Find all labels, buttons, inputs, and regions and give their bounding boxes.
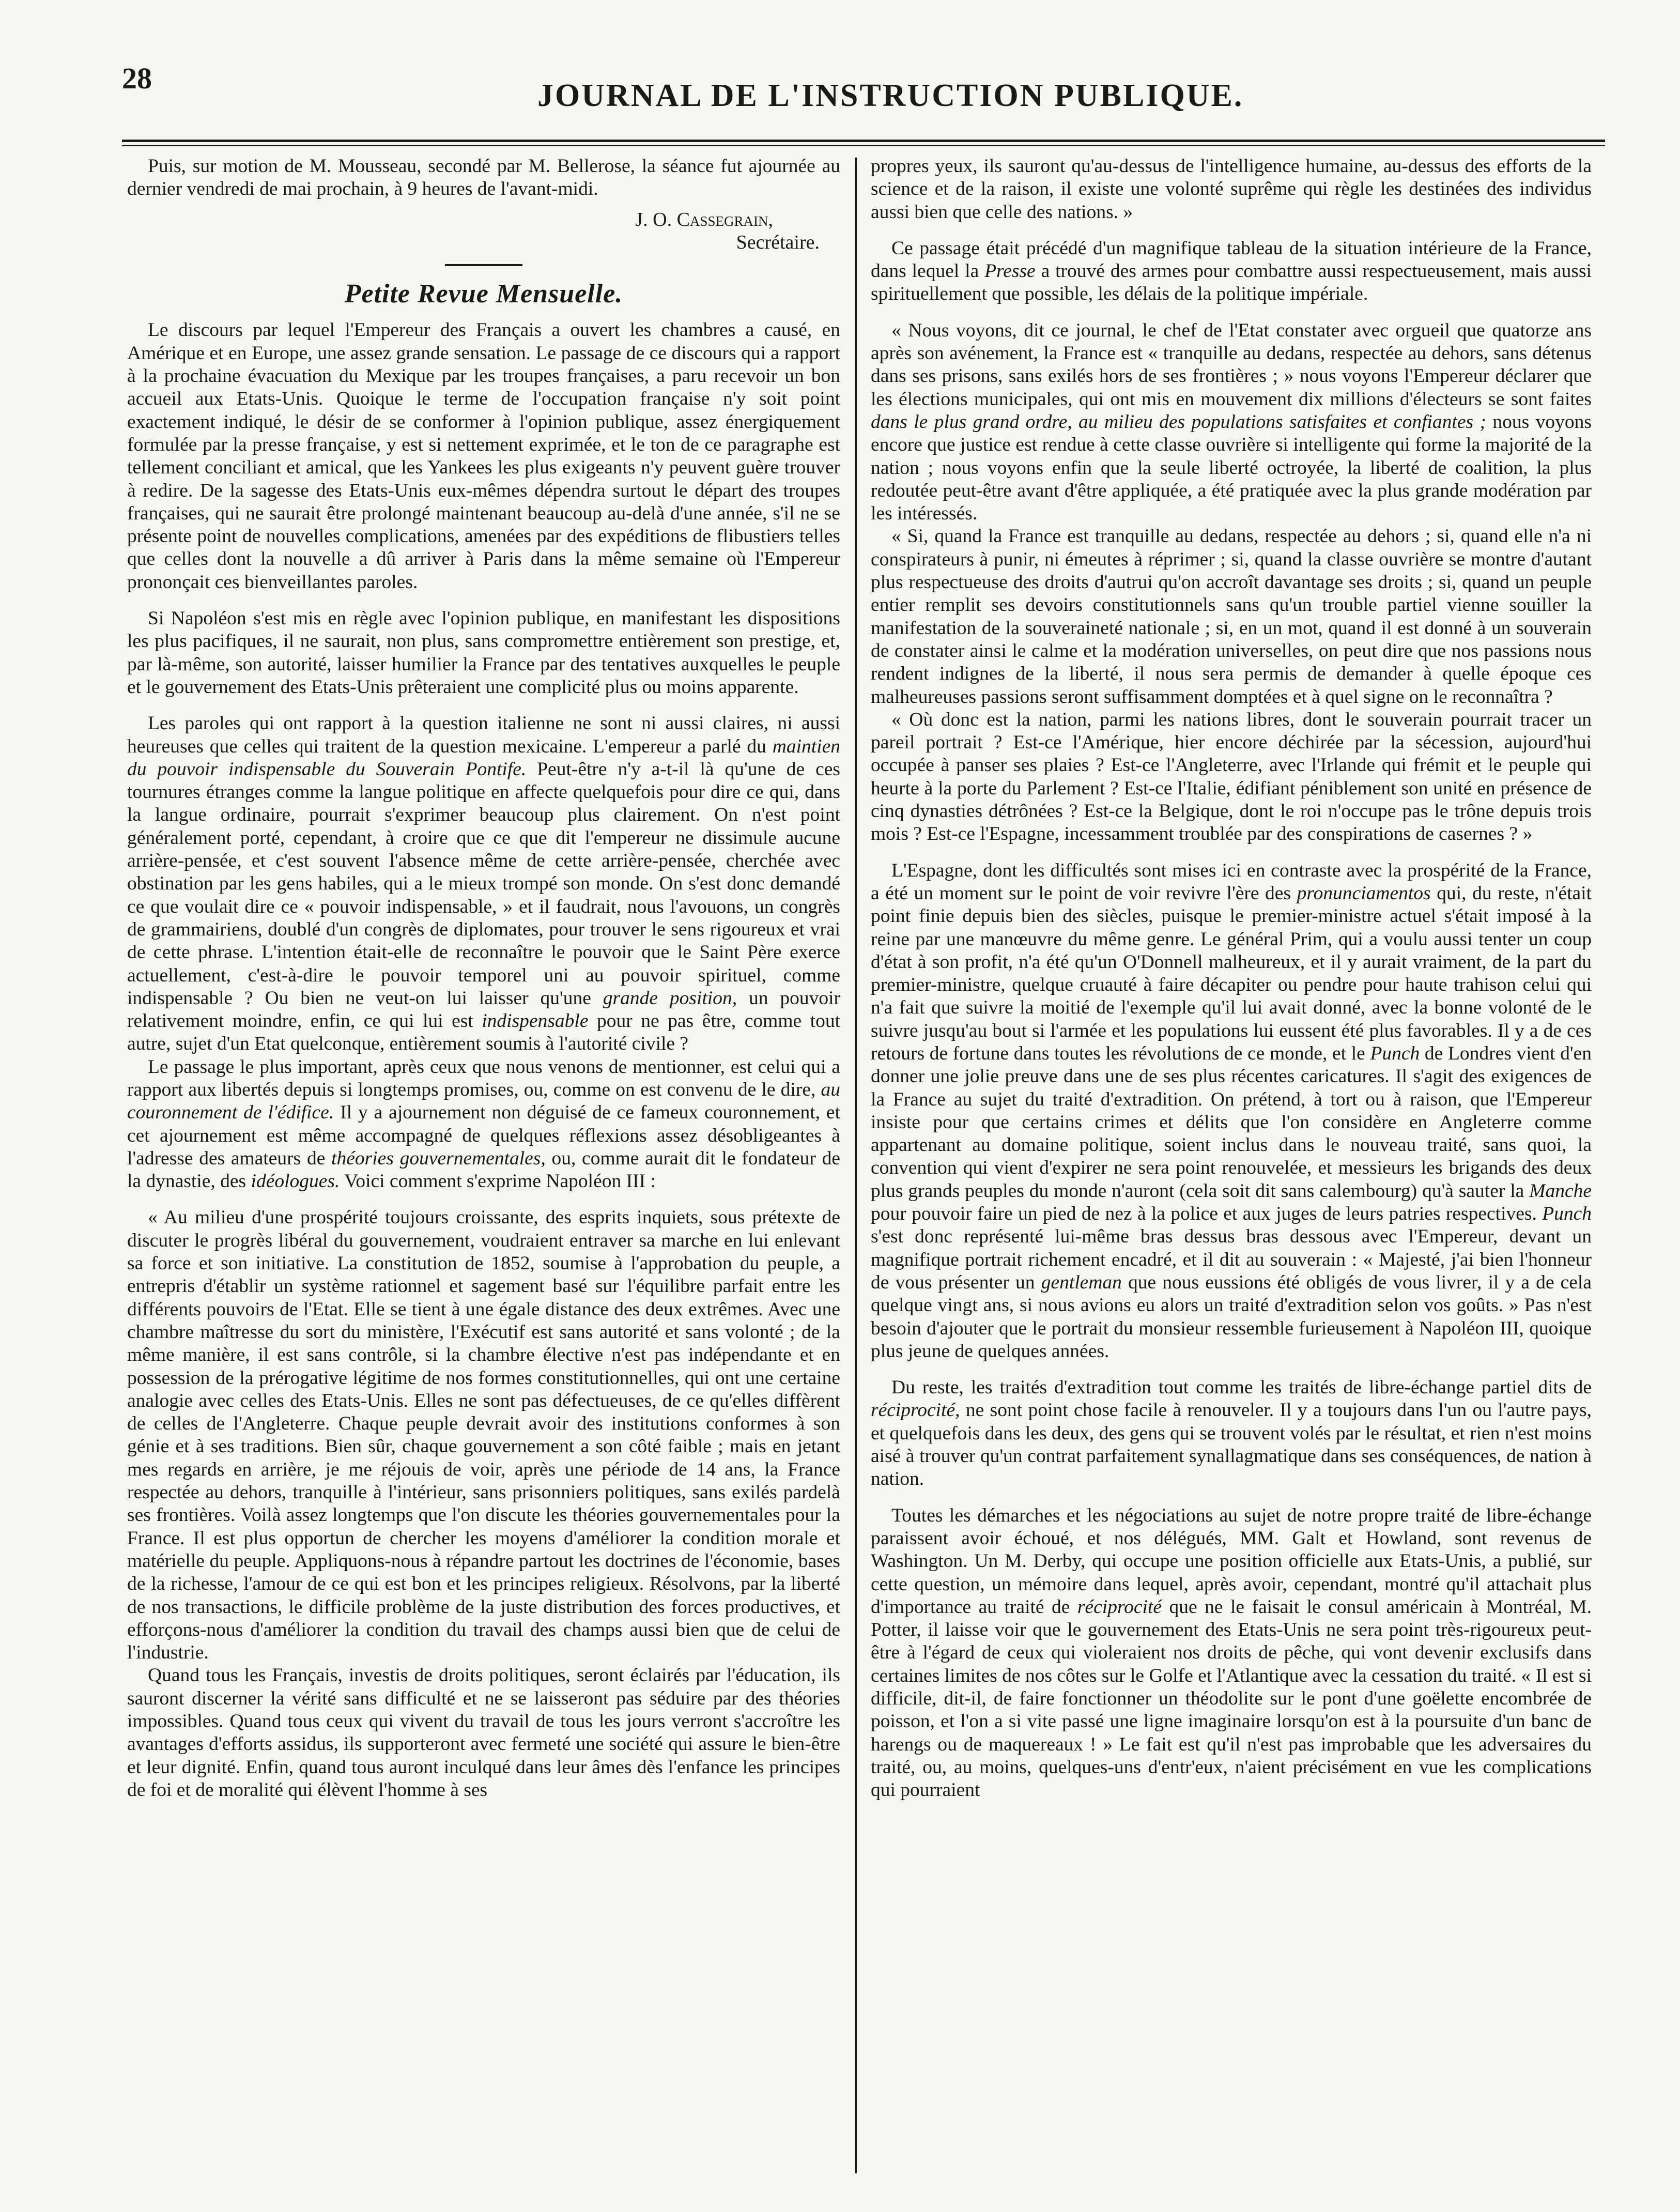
header-rule <box>122 140 1605 142</box>
emphasis: indispensable <box>482 1010 589 1032</box>
emphasis: au couronnement de l'édifice. <box>127 1079 840 1124</box>
section-separator <box>445 264 522 266</box>
text-run: Toutes les démarches et les négociations au sujet de notre propre traité de libre-échange paraissent avoir échoué, et nos délégués, MM. Galt et Howland, sont revenus de Washington. Un M. Derby, qui occupe une position officielle aux Etats-Unis, a publié, sur cette question, un mémoire dans lequel, après avoir, cependant, montré qu'il attachait plus d'importance au traité de <box>871 1504 1592 1618</box>
right-column <box>871 155 1592 2176</box>
emphasis: Presse <box>984 260 1036 282</box>
emphasis: maintien du pouvoir indispensable du Souverain Pontife. <box>127 735 840 780</box>
emphasis: réciprocité, <box>871 1400 960 1421</box>
emphasis: Punch <box>1370 1042 1420 1064</box>
signature-role: Secrétaire. <box>736 231 820 253</box>
quotation: « Où donc est la nation, parmi les nations libres, dont le souverain pourrait tracer un pareil portrait ? Est-ce l'Amérique, hier encore déchirée par la sécession, aujourd'hui occupée à panser ses plaies ? Est-ce l'Angleterre, avec l'Irlande qui frémit et le peuple qui heurte à la porte du Parlement ? Est-ce l'Italie, édifiant péniblement son unité en présence de cinq dynasties détrônées ? Est-ce la Belgique, dont le roi n'occupe pas le trône depuis trois mois ? Est-ce l'Espagne, incessamment troublée par des conspirations de casernes ? » <box>871 709 1592 845</box>
text-run: Il y a ajournement non déguisé de ce fameux couronnement, et cet ajournement est même accompagné de quelques réflexions assez désobligeantes à l'adresse des amateurs de <box>127 1102 840 1169</box>
header-rule-thin <box>122 145 1605 146</box>
text-run: Le passage le plus important, après ceux que nous venons de mentionner, est celui qui a rapport aux libertés depuis si longtemps promises, ou, comme on est convenu de le dire, <box>127 1056 840 1100</box>
text-run: L'Espagne, dont les difficultés sont mises ici en contraste avec la prospérité de la France, a été un moment sur le point de voir revivre l'ère des <box>871 859 1592 904</box>
minutes-closing: Puis, sur motion de M. Mousseau, secondé par M. Bellerose, la séance fut ajournée au dernier vendredi de mai prochain, à 9 heures de l'avant-midi. <box>127 156 840 200</box>
paragraph <box>871 1504 1592 1802</box>
paragraph: Si Napoléon s'est mis en règle avec l'opinion publique, en manifestant les dispositions les plus pacifiques, il ne saurait, non plus, sans compromettre entièrement son prestige, et, par là-même, son autorité, laisser humilier la France par des tentatives auxquelles le peuple et le gouvernement des Etats-Unis prêteraient une complicité plus ou moins apparente. <box>127 608 840 698</box>
text-run: ou, comme aurait dit le fondateur de la dynastie, des <box>127 1147 840 1192</box>
section-title: Petite Revue Mensuelle. <box>344 279 623 309</box>
page-number: 28 <box>122 62 152 95</box>
paragraph <box>871 237 1592 306</box>
emphasis: idéologues. <box>251 1171 340 1192</box>
emphasis: Manche <box>1529 1180 1592 1202</box>
text-run: que nous eussions été obligés de vous livrer, il y a de cela quelque vingt ans, si nous avions eu alors un traité d'extradition selon vos goûts. » Pas n'est besoin d'ajouter que le portrait du monsieur ressemble furieusement à Napoléon III, quoique plus jeune de quelques années. <box>871 1271 1592 1362</box>
text-run: Voici comment s'exprime Napoléon III : <box>340 1171 656 1192</box>
running-head: JOURNAL DE L'INSTRUCTION PUBLIQUE. <box>537 78 1244 113</box>
text-run: de Londres vient d'en donner une jolie preuve dans une de ses plus récentes caricatures. Il s'agit des exigences de la France au sujet du traité d'extradition. On prétend, à tort ou à raison, que l'Empereur insiste pour que certains crimes et délits que l'on considère en Angleterre comme appartenant au domaine politique, soient inclus dans le nouveau traité, sans quoi, la convention qui vient d'expirer ne sera point renouvelée, et messieurs les brigands des deux plus grands peuples du monde n'auront (cela soit dit sans calembourg) qu'à sauter la <box>871 1042 1592 1202</box>
text-run: que ne le faisait le consul américain à Montréal, M. Potter, il laisse voir que le gouvernement des Etats-Unis ne sera point très-rigoureux peut-être à l'égard de ceux qui violeraient nos droits de pêche, qui vont devenir exclusifs dans certaines limites de nos côtes sur le Golfe et l'Atlantique avec la cessation du traité. « Il est si difficile, dit-il, de faire fonctionner un théodolite sur le pont d'une goëlette encombrée de poisson, et l'on a si vite passé une ligne imaginaire lorsqu'on est à la poursuite d'un banc de harengs ou de maquereaux ! » Le fait est qu'il n'est pas improbable que les adversaires du traité, ou, au moins, quelques-uns d'entr'eux, n'aient précisément en vue les complications qui pourraient <box>871 1596 1592 1801</box>
paragraph <box>127 712 840 1055</box>
text-run: nous voyons encore que justice est rendue à cette classe ouvrière si intelligente qui forme la majorité de la nation ; nous voyons enfin que la seule liberté octroyée, la liberté de coalition, la plus redoutée peut-être avant d'être appliquée, a été pratiquée avec la plus grande modération par les intéressés. <box>871 411 1592 525</box>
quotation: « Au milieu d'une prospérité toujours croissante, des esprits inquiets, sous prétexte de discuter le progrès libéral du gouvernement, voudraient entraver sa marche en lui enlevant sa force et son initiative. La constitution de 1852, soumise à l'approbation du peuple, a entrepris d'établir un système rationnel et sagement basé sur l'équilibre parfait entre les différents pouvoirs de l'Etat. Elle se tient à une égale distance des deux extrêmes. Avec une chambre maîtresse du sort du ministère, l'Exécutif est sans autorité et sans volonté ; de la même manière, il est sans contrôle, si la chambre élective n'est pas indépendante et en possession de la prérogative légitime de nos formes constitutionnelles, qui ont une certaine analogie avec celles des Etats-Unis. Elles ne sont pas défectueuses, de ce qu'elles diffèrent de celles de l'Angleterre. Chaque peuple devrait avoir des institutions conformes à son génie et à ses traditions. Bien sûr, chaque gouvernement a son côté faible ; mais en jetant mes regards en arrière, je me réjouis de voir, après une période de 14 ans, la France respectée au dehors, tranquille à l'intérieur, sans prisonniers politiques, sans exilés pardelà ses frontières. Voilà assez longtemps que l'on discute les théories gouvernementales pour la France. Il est plus opportun de chercher les moyens d'améliorer la condition morale et matérielle du peuple. Appliquons-nous à répandre partout les doctrines de l'économie, bases de la richesse, l'amour de ce qui est bon et les principes religieux. Résolvons, par la liberté de nos transactions, le difficile problème de la juste distribution des forces productives, et efforçons-nous d'améliorer la condition du travail des champs aussi bien que de celui de l'industrie. <box>127 1207 840 1664</box>
signature-surname: Cassegrain, <box>676 208 773 231</box>
text-run: qui, du reste, n'était point finie depuis bien des siècles, puisque le premier-ministre actuel s'était imposé à la reine par une manœuvre du même genre. Le général Prim, qui a voulu aussi tenter un coup d'état à son profit, n'a été qu'un O'Donnell malheureux, et il y aurait vraiment, de la part du premier-ministre, quelque cruauté à faire décapiter ou pendre pour haute trahison celui qui n'a fait que suivre la moitié de l'exemple qu'il lui avait donné, avec la bonne volonté de le suivre jusqu'au bout si l'armée et les populations lui eussent été plus favorables. Il y a de ces retours de fortune dans toutes les révolutions de ce monde, et le <box>871 882 1592 1064</box>
text-run: « Nous voyons, dit ce journal, le chef de l'Etat constater avec orgueil que quatorze ans après son avénement, la France est « tranquille au dedans, respectée au dehors, sans détenus dans ses prisons, sans exilés hors de ses frontières ; » nous voyons l'Empereur déclarer que les élections municipales, qui ont mis en mouvement dix millions d'électeurs se sont faites <box>871 319 1592 410</box>
quotation: Quand tous les Français, investis de droits politiques, seront éclairés par l'éducation, ils sauront discerner la vérité sans difficulté et ne se laisseront pas séduire par des théories impossibles. Quand tous ceux qui vivent du travail de tous les jours verront s'accroître les avantages d'efforts assidus, ils supporteront avec fermeté une société qui assure le bien-être et leur dignité. Enfin, quand tous auront inculqué dans leur âmes dès l'enfance les principes de foi et de moralité qui élèvent l'homme à ses <box>127 1665 840 1801</box>
paragraph <box>871 859 1592 1363</box>
text-run: pour ne pas être, comme tout autre, sujet d'un Etat quelconque, entièrement soumis à l'autorité civile ? <box>127 1010 840 1055</box>
emphasis: théories gouvernementales, <box>331 1147 546 1169</box>
text-run: Peut-être n'y a-t-il là qu'une de ces tournures étranges comme la langue politique en affecte quelquefois pour dire ce qui, dans la langue ordinaire, pourrait s'exprimer beaucoup plus clairement. On n'est point généralement porté, cependant, à croire que ce que dit l'empereur ne dissimule aucune arrière-pensée, et c'est souvent l'absence même de cette arrière-pensée, cherchée avec obstination par les gens habiles, qui a le mieux trompé son monde. On s'est donc demandé ce que voulait dire ce « pouvoir indispensable, » et il faudrait, nous l'avouons, un congrès de grammairiens, doublé d'un congrès de diplomates, pour trouver le sens rigoureux et vrai de cette phrase. L'intention était-elle de reconnaître le pouvoir que le Saint Père exerce actuellement, c'est-à-dire le pouvoir temporel uni au pouvoir spirituel, comme indispensable ? Ou bien ne veut-on lui laisser qu'une <box>127 758 840 1009</box>
text-run: s'est donc représenté lui-même bras dessus bras dessous avec l'Empereur, devant un magnifique portrait richement encadré, et il dit au souverain : « Majesté, j'ai bien l'honneur de vous présenter un <box>871 1226 1592 1293</box>
emphasis: dans le plus grand ordre, au milieu des populations satisfaites et confiantes ; <box>871 411 1486 433</box>
text-run: Ce passage était précédé d'un magnifique tableau de la situation intérieure de la France, dans lequel la <box>871 237 1592 282</box>
emphasis: gentleman <box>1041 1271 1122 1293</box>
paragraph <box>127 1056 840 1193</box>
text-run: Les paroles qui ont rapport à la question italienne ne sont ni aussi claires, ni aussi heureuses que celles qui traitent de la question mexicaine. L'empereur a parlé du <box>127 713 840 757</box>
emphasis: Punch <box>1542 1203 1592 1225</box>
signature-name <box>127 208 840 231</box>
text-run: pour pouvoir faire un pied de nez à la police et aux juges de leurs patries respectives. <box>871 1203 1543 1225</box>
column-divider <box>855 158 857 2173</box>
quotation: « Si, quand la France est tranquille au dedans, respectée au dehors ; si, quand elle n'a ni conspirateurs à punir, ni émeutes à réprimer ; si, quand la classe ouvrière se montre d'autant plus respectueuse des droits d'autrui qu'on accroît davantage ses droits ; si, quand un peuple entier remplit ses devoirs constitutionnels sans qu'un trouble partiel vienne souiller la manifestation de la souveraineté nationale ; si, en un mot, quand il est donné à un souverain de constater ainsi le calme et la modération universelles, on peut dire que nos passions nous rendent indignes de la liberté, il nous sera permis de demander à quelle époque ces malheureuses passions seront suffisamment domptées et à quel signe on le reconnaîtra ? <box>871 526 1592 708</box>
signature-initials: J. O. <box>635 208 677 231</box>
emphasis: pronunciamentos <box>1297 882 1431 904</box>
quotation: propres yeux, ils sauront qu'au-dessus de l'intelligence humaine, au-dessus des efforts de la science et de la raison, il existe une volonté suprême qui règle les destinées des individus aussi bien que celle des nations. » <box>871 156 1592 223</box>
paragraph <box>871 1376 1592 1491</box>
text-run: un pouvoir relativement moindre, enfin, ce qui lui est <box>127 987 840 1032</box>
paragraph: Le discours par lequel l'Empereur des Français a ouvert les chambres a causé, en Amérique et en Europe, une assez grande sensation. Le passage de ce discours qui a rapport à la prochaine évacuation du Mexique par les troupes françaises, a paru recevoir un bon accueil aux Etats-Unis. Quoique le terme de l'occupation française n'y soit point exactement indiqué, le désir de se conformer à l'opinion publique, assez énergiquement formulée par la presse française, y est si nettement exprimée, et le ton de ce paragraphe est tellement conciliant et amical, que les Yankees les plus exigeants n'y peuvent guère trouver à redire. De la sagesse des Etats-Unis eux-mêmes dépendra surtout le départ des troupes françaises, qui ne saurait être prolongé maintenant beaucoup au-delà d'une année, s'il ne se présente point de nouvelles complications, amenées par des expéditions de flibustiers telles que celles dont la nouvelle a dû arriver à Paris dans la même semaine où l'Empereur prononçait ces bienveillantes paroles. <box>127 319 840 593</box>
text-run: Du reste, les traités d'extradition tout comme les traités de libre-échange partiel dits de <box>891 1377 1592 1399</box>
emphasis: réciprocité <box>1077 1596 1162 1618</box>
emphasis: grande position, <box>603 987 737 1009</box>
text-run: a trouvé des armes pour combattre aussi respectueusement, mais aussi spirituellement que possible, les délais de la politique impériale. <box>871 260 1592 305</box>
left-column <box>127 155 840 2176</box>
text-run: ne sont point chose facile à renouveler. Il y a toujours dans l'un ou l'autre pays, et quelquefois dans les deux, des gens qui se trouvent volés par le résultat, et rien n'est moins aisé à trouver qu'un contrat parfaitement synallagmatique dans ses conséquences, de nation à nation. <box>871 1400 1592 1490</box>
quotation <box>871 319 1592 526</box>
